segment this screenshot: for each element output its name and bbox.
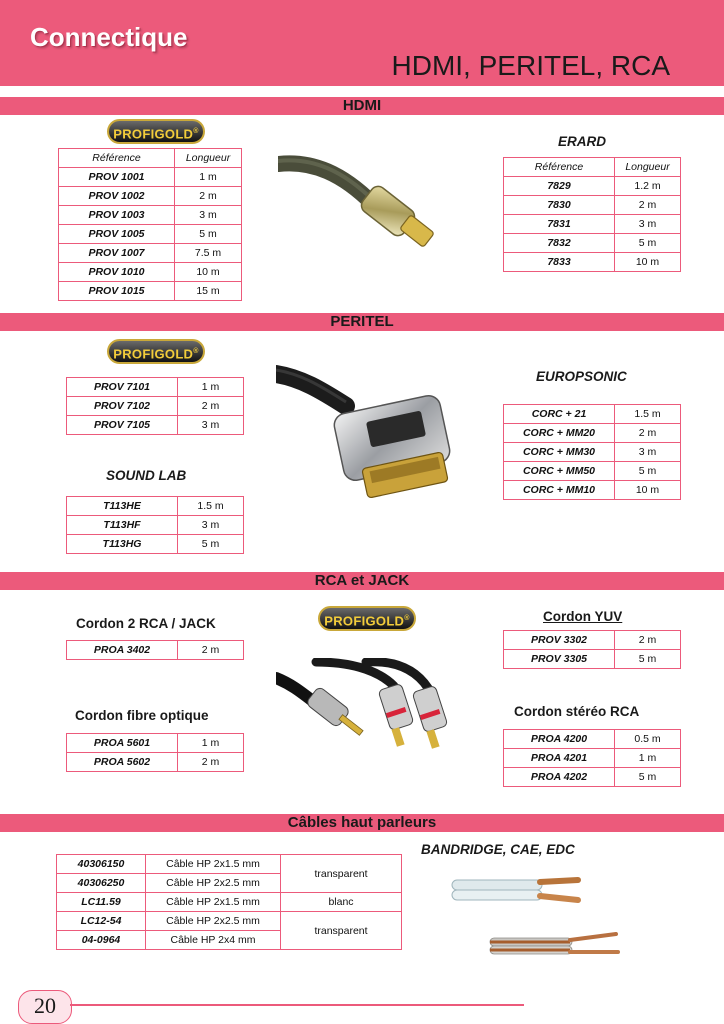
reference-cell: 7830 xyxy=(504,196,615,215)
reference-cell: PROA 3402 xyxy=(67,641,178,660)
length-cell: 3 m xyxy=(178,516,244,535)
reference-cell: PROA 5602 xyxy=(67,753,178,772)
reference-cell: PROV 1010 xyxy=(59,263,175,282)
reference-cell: 7833 xyxy=(504,253,615,272)
length-cell: 3 m xyxy=(615,215,681,234)
section-title-rca: RCA et JACK xyxy=(314,572,410,589)
table-row xyxy=(504,481,681,500)
table-row xyxy=(504,768,681,787)
reference-cell: 7831 xyxy=(504,215,615,234)
hdmi-erard-table xyxy=(503,157,681,272)
length-cell: 2 m xyxy=(178,753,244,772)
reference-cell: PROV 1002 xyxy=(59,187,175,206)
table-row xyxy=(504,405,681,424)
length-cell: 0.5 m xyxy=(615,730,681,749)
stereo-rca-table xyxy=(503,729,681,787)
column-header: Longueur xyxy=(615,158,681,177)
length-cell: 5 m xyxy=(615,234,681,253)
fibre-optique-table xyxy=(66,733,244,772)
rca-jack-cable-photo xyxy=(276,658,462,758)
note-cell: transparent xyxy=(281,912,402,950)
reference-cell: PROV 1001 xyxy=(59,168,175,187)
page-header xyxy=(0,0,724,86)
length-cell: 1.2 m xyxy=(615,177,681,196)
table-row xyxy=(59,282,242,301)
hp-cable-table xyxy=(56,854,402,950)
length-cell: 2 m xyxy=(615,196,681,215)
table-row xyxy=(59,206,242,225)
reference-cell: PROV 1015 xyxy=(59,282,175,301)
table-row xyxy=(504,462,681,481)
europsonic-brand: EUROPSONIC xyxy=(536,369,627,384)
erard-brand: ERARD xyxy=(558,134,607,149)
reference-cell: 7829 xyxy=(504,177,615,196)
table-row xyxy=(67,535,244,554)
length-cell: 1 m xyxy=(175,168,242,187)
table-row xyxy=(67,734,244,753)
table-row xyxy=(59,225,242,244)
length-cell: 1.5 m xyxy=(615,405,681,424)
table-header-row xyxy=(504,158,681,177)
table-row xyxy=(67,641,244,660)
length-cell: 5 m xyxy=(615,768,681,787)
table-row xyxy=(504,215,681,234)
hdmi-profigold-table xyxy=(58,148,242,301)
reference-cell: PROV 3302 xyxy=(504,631,615,650)
reference-cell: PROV 7102 xyxy=(67,397,178,416)
length-cell: 3 m xyxy=(615,443,681,462)
table-row xyxy=(67,416,244,435)
section-title-hdmi: HDMI xyxy=(342,97,382,114)
reference-cell: 7832 xyxy=(504,234,615,253)
reference-cell: PROA 5601 xyxy=(67,734,178,753)
table-row xyxy=(67,378,244,397)
table-row xyxy=(504,650,681,669)
length-cell: 3 m xyxy=(175,206,242,225)
soundlab-brand: SOUND LAB xyxy=(106,468,187,483)
length-cell: 2 m xyxy=(615,424,681,443)
length-cell: 5 m xyxy=(615,650,681,669)
table-row xyxy=(504,253,681,272)
length-cell: 2 m xyxy=(615,631,681,650)
reference-cell: CORC + MM30 xyxy=(504,443,615,462)
profigold-logo: PROFIGOLD® xyxy=(107,339,205,364)
yuv-table xyxy=(503,630,681,669)
table-row xyxy=(504,177,681,196)
table-header-row xyxy=(59,149,242,168)
table-row xyxy=(57,855,402,874)
reference-cell: LC12-54 xyxy=(57,912,146,931)
rca-jack-table xyxy=(66,640,244,660)
page-number: 20 xyxy=(18,990,72,1024)
reference-cell: PROA 4202 xyxy=(504,768,615,787)
table-row xyxy=(59,168,242,187)
table-row xyxy=(67,753,244,772)
table-row xyxy=(57,912,402,931)
reference-cell: T113HF xyxy=(67,516,178,535)
peritel-soundlab-table xyxy=(66,496,244,554)
table-row xyxy=(504,631,681,650)
table-row xyxy=(504,730,681,749)
reference-cell: T113HE xyxy=(67,497,178,516)
hp-brands: BANDRIDGE, CAE, EDC xyxy=(421,842,575,857)
description-cell: Câble HP 2x1.5 mm xyxy=(146,893,281,912)
reference-cell: CORC + MM50 xyxy=(504,462,615,481)
reference-cell: PROA 4200 xyxy=(504,730,615,749)
table-row xyxy=(504,234,681,253)
length-cell: 10 m xyxy=(615,253,681,272)
table-row xyxy=(504,424,681,443)
fibre-optique-label: Cordon fibre optique xyxy=(75,708,209,723)
table-row xyxy=(57,893,402,912)
profigold-logo: PROFIGOLD® xyxy=(107,119,205,144)
description-cell: Câble HP 2x4 mm xyxy=(146,931,281,950)
table-row xyxy=(67,397,244,416)
length-cell: 5 m xyxy=(615,462,681,481)
page-title: HDMI, PERITEL, RCA xyxy=(391,50,670,81)
reference-cell: CORC + 21 xyxy=(504,405,615,424)
description-cell: Câble HP 2x1.5 mm xyxy=(146,855,281,874)
reference-cell: PROV 1007 xyxy=(59,244,175,263)
reference-cell: PROV 7105 xyxy=(67,416,178,435)
table-row xyxy=(67,497,244,516)
rca-jack-label: Cordon 2 RCA / JACK xyxy=(76,616,216,631)
reference-cell: PROV 1005 xyxy=(59,225,175,244)
table-row xyxy=(59,244,242,263)
length-cell: 5 m xyxy=(178,535,244,554)
reference-cell: PROV 3305 xyxy=(504,650,615,669)
peritel-europsonic-table xyxy=(503,404,681,500)
reference-cell: T113HG xyxy=(67,535,178,554)
reference-cell: PROV 7101 xyxy=(67,378,178,397)
length-cell: 10 m xyxy=(175,263,242,282)
brand-title: Connectique xyxy=(30,22,188,52)
column-header: Référence xyxy=(504,158,615,177)
note-cell: blanc xyxy=(281,893,402,912)
table-row xyxy=(504,749,681,768)
table-row xyxy=(67,516,244,535)
length-cell: 1 m xyxy=(615,749,681,768)
reference-cell: 40306250 xyxy=(57,874,146,893)
footer-divider xyxy=(70,1004,524,1006)
column-header: Longueur xyxy=(175,149,242,168)
reference-cell: CORC + MM10 xyxy=(504,481,615,500)
length-cell: 1 m xyxy=(178,378,244,397)
reference-cell: CORC + MM20 xyxy=(504,424,615,443)
length-cell: 5 m xyxy=(175,225,242,244)
note-cell: transparent xyxy=(281,855,402,893)
column-header: Référence xyxy=(59,149,175,168)
peritel-cable-photo xyxy=(276,364,460,504)
stereo-rca-label: Cordon stéréo RCA xyxy=(514,704,640,719)
table-row xyxy=(59,187,242,206)
table-row xyxy=(59,263,242,282)
speaker-cable-photo xyxy=(450,868,625,968)
reference-cell: PROA 4201 xyxy=(504,749,615,768)
section-title-peritel: PERITEL xyxy=(330,313,394,330)
length-cell: 2 m xyxy=(178,641,244,660)
length-cell: 1 m xyxy=(178,734,244,753)
reference-cell: PROV 1003 xyxy=(59,206,175,225)
peritel-profigold-table xyxy=(66,377,244,435)
table-row xyxy=(504,443,681,462)
length-cell: 3 m xyxy=(178,416,244,435)
reference-cell: 04-0964 xyxy=(57,931,146,950)
length-cell: 2 m xyxy=(178,397,244,416)
reference-cell: LC11.59 xyxy=(57,893,146,912)
section-title-hp: Câbles haut parleurs xyxy=(287,814,437,831)
length-cell: 7.5 m xyxy=(175,244,242,263)
yuv-label: Cordon YUV xyxy=(543,609,623,624)
description-cell: Câble HP 2x2.5 mm xyxy=(146,874,281,893)
length-cell: 15 m xyxy=(175,282,242,301)
length-cell: 1.5 m xyxy=(178,497,244,516)
profigold-logo: PROFIGOLD® xyxy=(318,606,416,631)
length-cell: 2 m xyxy=(175,187,242,206)
reference-cell: 40306150 xyxy=(57,855,146,874)
hdmi-cable-photo xyxy=(278,152,448,258)
length-cell: 10 m xyxy=(615,481,681,500)
description-cell: Câble HP 2x2.5 mm xyxy=(146,912,281,931)
table-row xyxy=(504,196,681,215)
